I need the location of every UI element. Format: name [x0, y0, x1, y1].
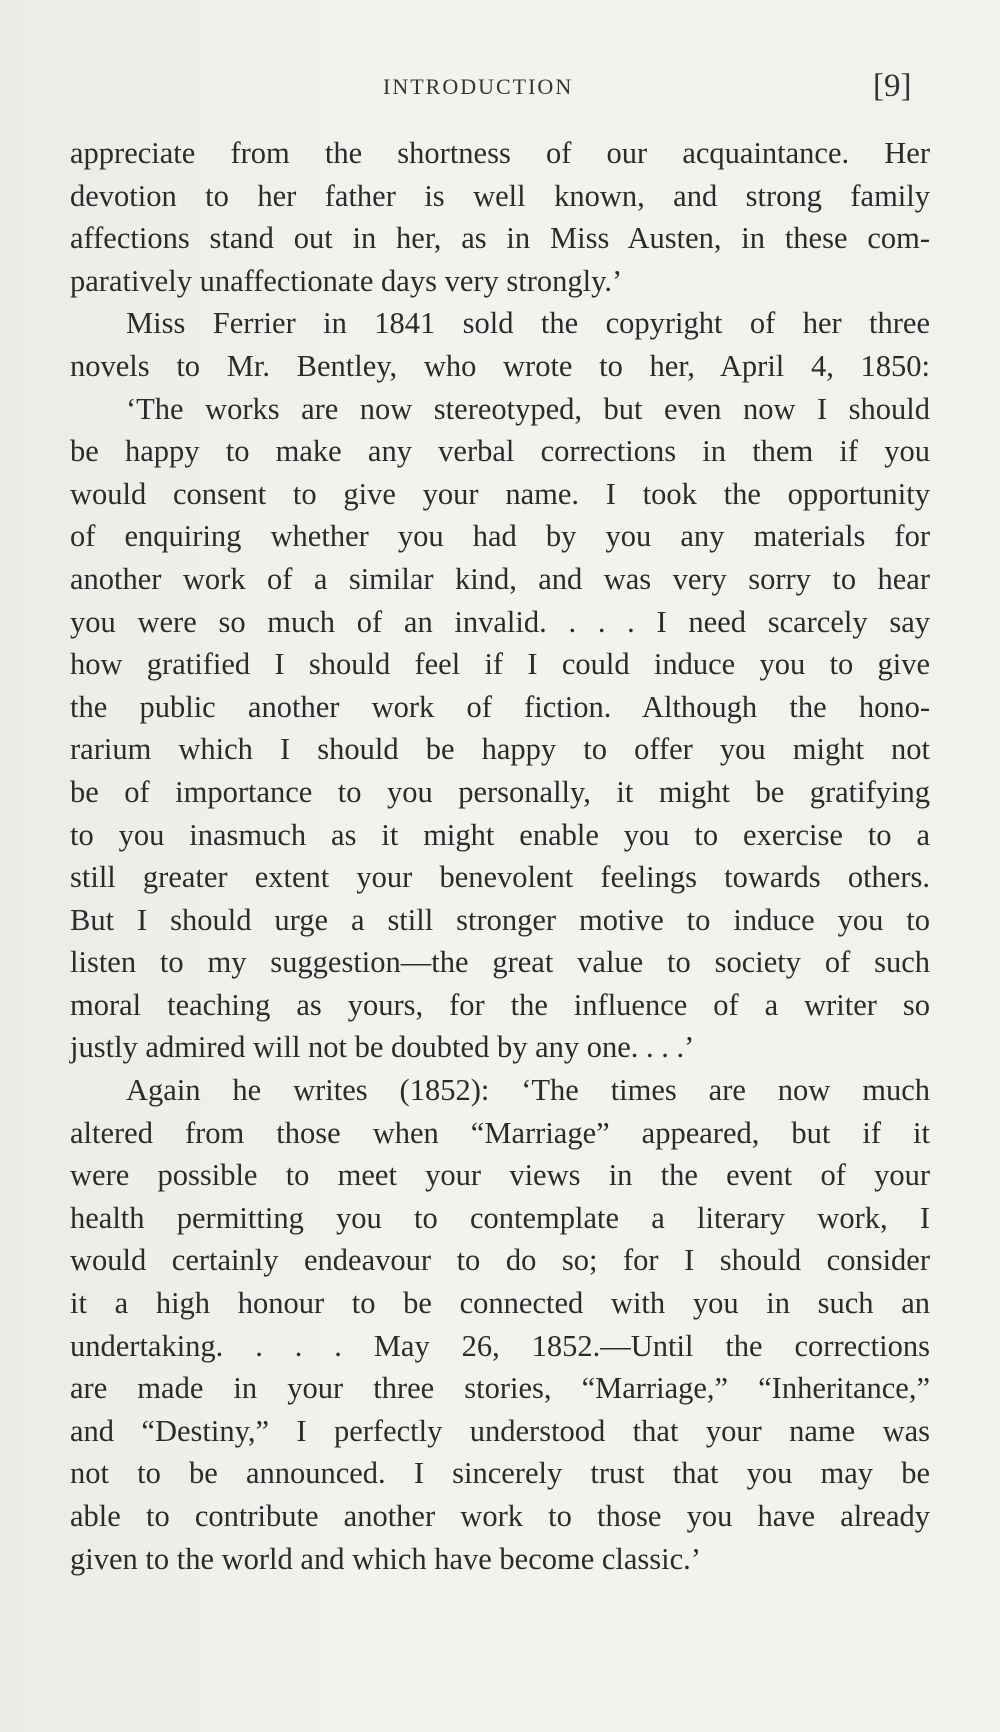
text-line: to you inasmuch as it might enable you to exercise to a [70, 817, 930, 852]
text-line: altered from those when “Marriage” appeared, but if it [70, 1115, 930, 1150]
text-line: health permitting you to contemplate a literary work, I [70, 1200, 930, 1235]
text-line: are made in your three stories, “Marriage,” “Inheritance,” [70, 1371, 930, 1406]
running-head-title: INTRODUCTION [383, 74, 574, 99]
running-head [0, 68, 1000, 108]
text-line: how gratified I should feel if I could induce you to give [70, 647, 930, 682]
text-line: affections stand out in her, as in Miss Austen, in these com- [70, 221, 930, 256]
text-line: would consent to give your name. I took the opportunity [70, 476, 930, 511]
text-line: of enquiring whether you had by you any materials for [70, 519, 930, 554]
text-line: you were so much of an invalid. . . . I need scarcely say [70, 604, 930, 639]
text-line: paratively unaffectionate days very strongly.’ [70, 263, 623, 298]
page-number: [9] [873, 68, 912, 104]
text-line: given to the world and which have become classic.’ [70, 1541, 701, 1576]
text-line: be happy to make any verbal corrections in them if you [70, 434, 930, 469]
text-line: undertaking. . . . May 26, 1852.—Until the corrections [70, 1328, 930, 1363]
text-line: be of importance to you personally, it might be gratifying [70, 774, 930, 809]
body-text [70, 132, 930, 1580]
text-line: Miss Ferrier in 1841 sold the copyright of her three [126, 306, 930, 341]
text-line: appreciate from the shortness of our acquaintance. Her [70, 136, 930, 170]
text-line: ‘The works are now stereotyped, but even now I should [126, 391, 930, 426]
text-line: justly admired will not be doubted by any one. . . .’ [70, 1030, 695, 1065]
text-line: novels to Mr. Bentley, who wrote to her, April 4, 1850: [70, 348, 930, 383]
text-line: Again he writes (1852): ‘The times are now much [126, 1073, 930, 1108]
text-line: able to contribute another work to those you have already [70, 1499, 930, 1533]
text-line: listen to my suggestion—the great value to society of such [70, 945, 930, 980]
text-line: rarium which I should be happy to offer you might not [70, 732, 930, 767]
text-line: still greater extent your benevolent feelings towards others. [70, 860, 930, 895]
text-line: would certainly endeavour to do so; for I should consider [70, 1243, 930, 1278]
text-line: But I should urge a still stronger motive to induce you to [70, 902, 930, 937]
text-line: and “Destiny,” I perfectly understood that your name was [70, 1413, 930, 1448]
text-line: devotion to her father is well known, and strong family [70, 178, 930, 213]
text-line: moral teaching as yours, for the influence of a writer so [70, 987, 930, 1022]
text-line: another work of a similar kind, and was very sorry to hear [70, 561, 930, 596]
text-line: were possible to meet your views in the event of your [70, 1158, 930, 1193]
text-line: it a high honour to be connected with you in such an [70, 1286, 930, 1321]
text-line: the public another work of fiction. Although the hono- [70, 689, 930, 724]
text-line: not to be announced. I sincerely trust that you may be [70, 1456, 930, 1491]
